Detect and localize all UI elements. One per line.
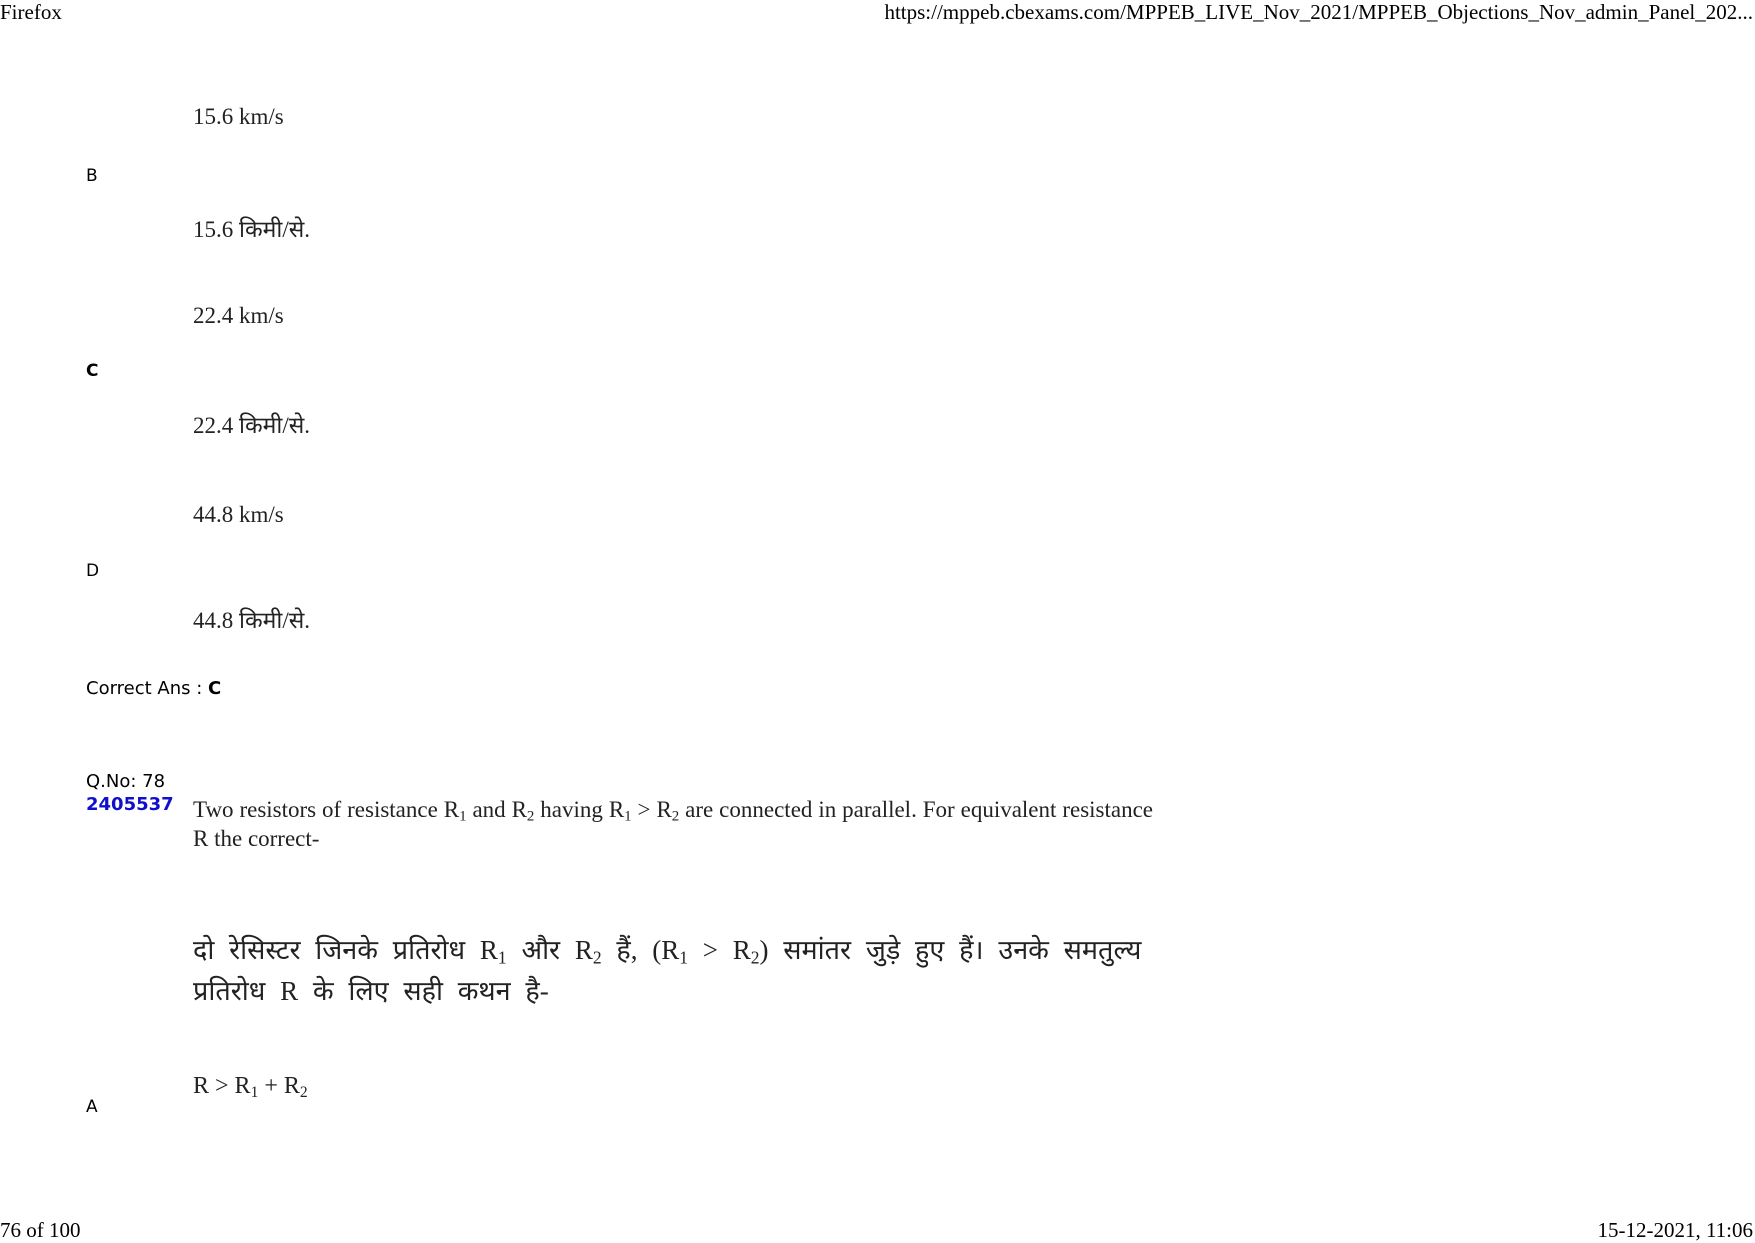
option-b-label: B	[86, 166, 98, 186]
q78-option-a-label: A	[86, 1097, 98, 1117]
correct-answer-value: C	[208, 678, 222, 699]
question-text-hi: दो रेसिस्टर जिनके प्रतिरोध $R_1$ और $R_2$ हैं, $(R_1 > R_2)$ समांतर जुड़े हुए हैं। उनके समतुल्य प्रतिरोध R के लिए सही कथन है-	[193, 935, 1142, 1006]
page-counter: 76 of 100	[0, 1218, 81, 1242]
browser-name: Firefox	[0, 0, 62, 24]
q78-option-a-text: $R > R_1 + R_2$	[193, 1073, 308, 1101]
option-b-hi-text: 15.6 किमी/से.	[193, 217, 311, 242]
option-a-en-text: 15.6 km/s	[193, 104, 284, 129]
option-d-hi-text: 44.8 किमी/से.	[193, 608, 311, 633]
correct-answer	[86, 678, 221, 699]
question-number: Q.No: 78	[86, 771, 166, 792]
correct-answer-prefix: Correct Ans :	[86, 678, 209, 699]
page-url: https://mppeb.cbexams.com/MPPEB_LIVE_Nov_2021/MPPEB_Objections_Nov_admin_Panel_202...	[884, 0, 1753, 24]
option-d-label: D	[86, 561, 100, 581]
print-datetime: 15-12-2021, 11:06	[1597, 1218, 1753, 1242]
question-text-en: Two resistors of resistance $R_1$ and $R_2$ having $R_1 > R_2$ are connected in parallel. For equivalent resistance R the correct-	[193, 797, 1153, 851]
option-c-en-text: 22.4 km/s	[193, 303, 284, 328]
question-id: 2405537	[86, 794, 174, 815]
option-c-hi-text: 22.4 किमी/से.	[193, 413, 311, 438]
option-d-en-text: 44.8 km/s	[193, 502, 284, 527]
option-c-label: C	[86, 361, 99, 381]
